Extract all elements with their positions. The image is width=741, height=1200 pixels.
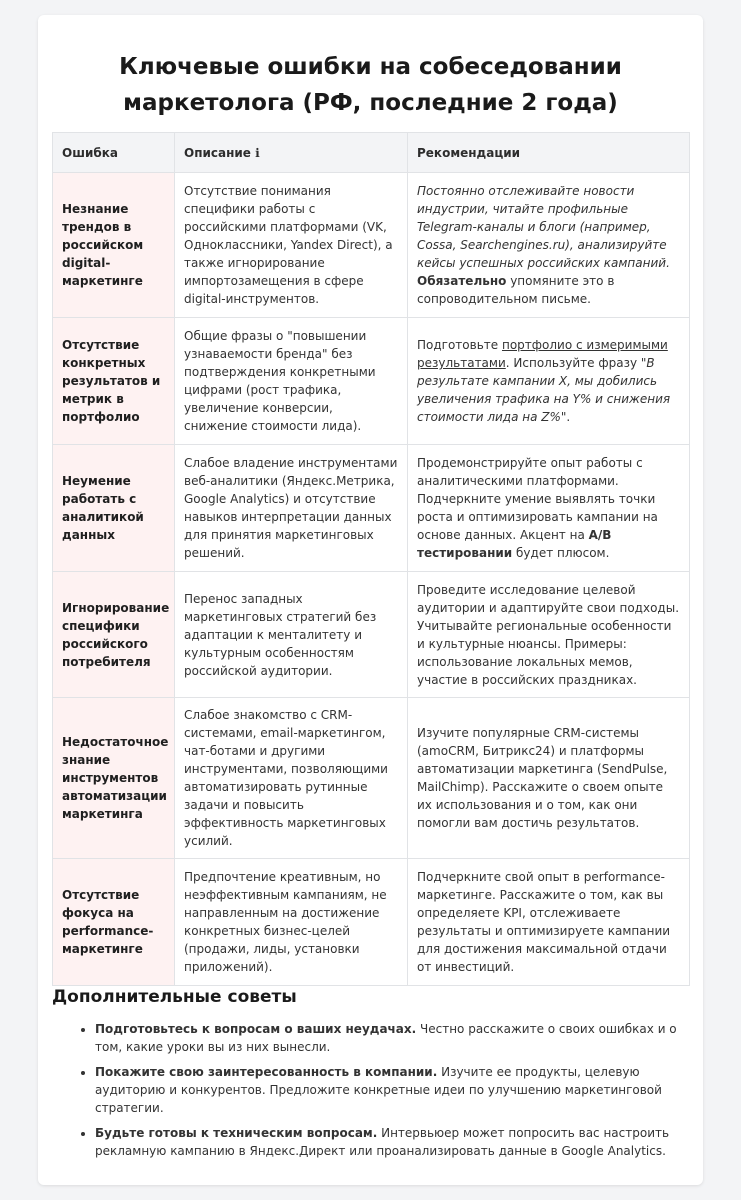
list-item [95,1063,691,1117]
description-cell: Отсутствие понимания специфики работы с российскими платформами (VK, Одноклассники, Yandex Direct), а также игнорирование импортозамещения в сфере digital-инструментов. [175,173,408,318]
header-description-label: Описание [184,145,251,160]
rec-bold: A/B тестировании [417,528,612,560]
list-item [95,1124,691,1160]
tips-list [95,1020,691,1167]
rec-italic: Постоянно отслеживайте новости индустрии, читайте профильные Telegram-каналы и блоги (например, Cossa, Searchengines.ru), анализируйте кейсы успешных российских кампаний. [417,184,670,270]
table-row [53,445,690,572]
recommendation-cell: Проведите исследование целевой аудитории и адаптируйте свои подходы. Учитывайте региональные особенности и культурные нюансы. Примеры: использование локальных мемов, участие в российских праздниках. [408,572,690,698]
tip-bold: Покажите свою заинтересованность в компании. [95,1065,438,1079]
table-row [53,318,690,445]
recommendation-cell [408,173,690,318]
table-row [53,173,690,318]
list-item [95,1020,691,1056]
rec-bold: Обязательно [417,274,507,288]
error-cell: Неумение работать с аналитикой данных [53,445,175,572]
errors-table [52,132,690,986]
recommendation-cell [408,318,690,445]
rec-text: Продемонстрируйте опыт работы с аналитическими платформами. Подчеркните умение выявлять точки роста и оптимизировать кампании на основе данных. Акцент на [417,456,658,542]
tip-text: Интервьюер может попросить вас настроить рекламную кампанию в Яндекс.Директ или проанализировать данные в Google Analytics. [95,1126,670,1158]
recommendation-cell: Подчеркните свой опыт в performance-маркетинге. Расскажите о том, как вы определяете KPI, отслеживаете результаты и оптимизируете кампании для достижения максимальной отдачи от инвестиций. [408,859,690,986]
table-row [53,698,690,859]
header-description [175,133,408,173]
header-recommendation: Рекомендации [408,133,690,173]
description-cell: Общие фразы о "повышении узнаваемости бренда" без подтверждения конкретными цифрами (рост трафика, увеличение конверсии, снижение стоимости лида). [175,318,408,445]
recommendation-cell: Изучите популярные CRM-системы (amoCRM, Битрикс24) и платформы автоматизации маркетинга (SendPulse, MailChimp). Расскажите о своем опыте их использования и о том, как они помогли вам достичь результатов. [408,698,690,859]
description-cell: Перенос западных маркетинговых стратегий без адаптации к менталитету и культурным особенностям российской аудитории. [175,572,408,698]
description-cell: Предпочтение креативным, но неэффективным кампаниям, не направленным на достижение конкретных бизнес-целей (продажи, лиды, установки приложений). [175,859,408,986]
rec-text: . [566,410,571,424]
description-cell: Слабое знакомство с CRM-системами, email-маркетингом, чат-ботами и другими инструментами, позволяющими автоматизировать рутинные задачи и повысить эффективность маркетинговых усилий. [175,698,408,859]
rec-text: Подготовьте [417,338,502,352]
table-row [53,572,690,698]
tip-bold: Подготовьтесь к вопросам о ваших неудачах. [95,1022,417,1036]
tips-heading: Дополнительные советы [52,987,297,1007]
error-cell: Недостаточное знание инструментов автоматизации маркетинга [53,698,175,859]
table-header-row [53,133,690,173]
error-cell: Незнание трендов в российском digital-маркетинге [53,173,175,318]
rec-text: . Используйте фразу [505,356,641,370]
tip-text: Изучите ее продукты, целевую аудиторию и конкурентов. Предложите конкретные идеи по улучшению маркетинговой стратегии. [95,1065,662,1115]
error-cell: Отсутствие фокуса на performance-маркетинге [53,859,175,986]
tip-text: Честно расскажите о своих ошибках и о том, какие уроки вы из них вынесли. [95,1022,677,1054]
rec-text: будет плюсом. [512,546,610,560]
info-icon[interactable]: ℹ [255,145,260,160]
recommendation-cell [408,445,690,572]
rec-text: упомяните это в сопроводительном письме. [417,274,615,306]
header-error: Ошибка [53,133,175,173]
table-row [53,859,690,986]
error-cell: Отсутствие конкретных результатов и метрик в портфолио [53,318,175,445]
portfolio-link[interactable]: портфолио с измеримыми результатами [417,338,668,370]
tip-bold: Будьте готовы к техническим вопросам. [95,1126,378,1140]
error-cell: Игнорирование специфики российского потребителя [53,572,175,698]
page-title: Ключевые ошибки на собеседовании маркетолога (РФ, последние 2 года) [119,54,622,116]
document-card [38,15,703,1185]
rec-italic: "В результате кампании X, мы добились увеличения трафика на Y% и снижения стоимости лида на Z%" [417,356,671,424]
description-cell: Слабое владение инструментами веб-аналитики (Яндекс.Метрика, Google Analytics) и отсутствие навыков интерпретации данных для принятия маркетинговых решений. [175,445,408,572]
